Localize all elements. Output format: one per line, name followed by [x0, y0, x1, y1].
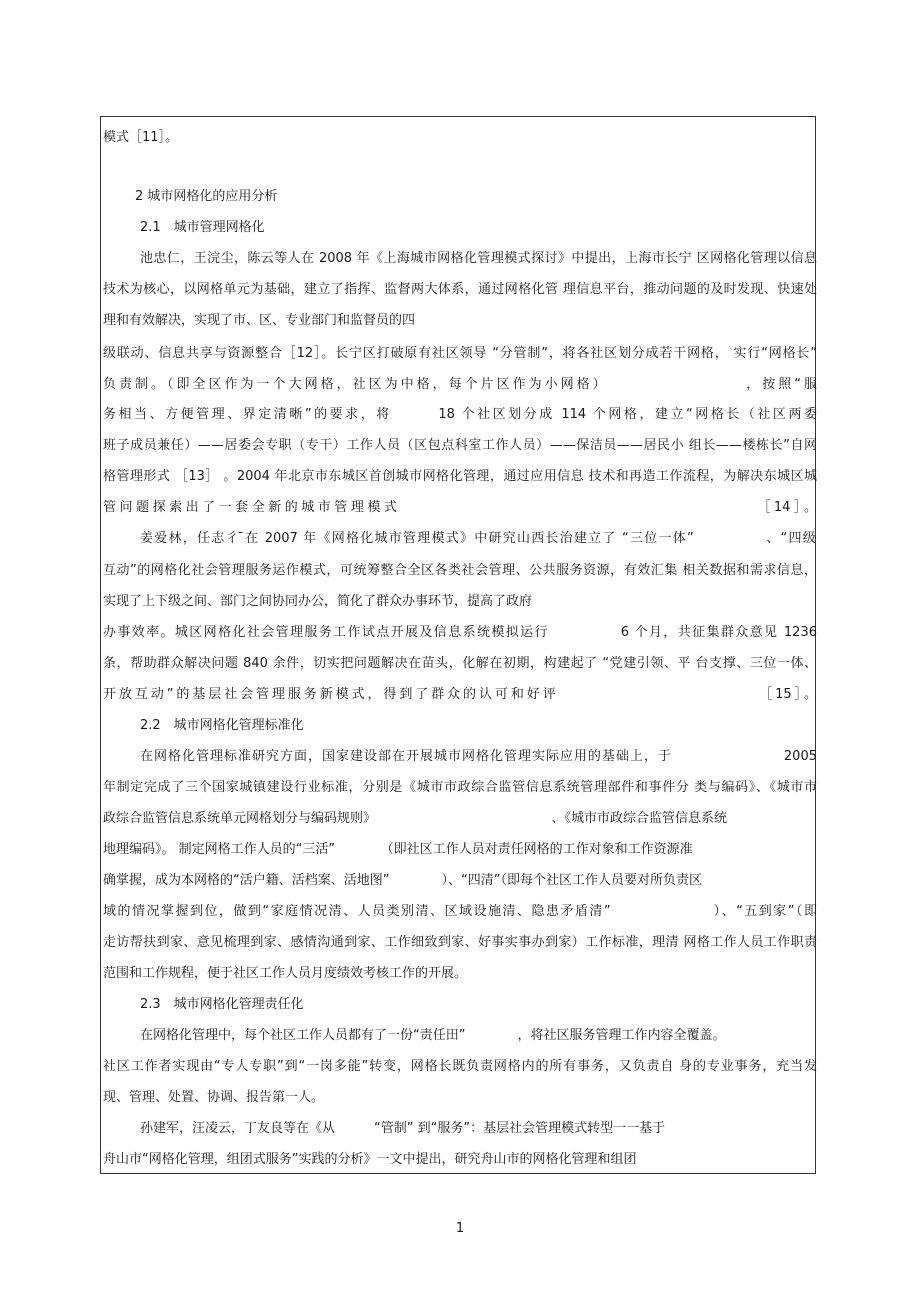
text-line: 务相当、方便管理、界定清晰”的要求，将 18 个社区划分成 114 个网格，建立“网格长（社区两委 — [103, 407, 817, 422]
text-line: 社区工作者实现由“专人专职”到“一岗多能”转变，网格长既负责网格内的所有事务，又负责自 身的专业事务，充当发 — [103, 1059, 817, 1074]
text-line: 走访帮扶到家、意见梳理到家、感情沟通到家、工作细致到家、好事实事办到家）工作标准，理清 网格工作人员工作职责 — [103, 935, 817, 950]
text-line: 办事效率。城区网格化社会管理服务工作试点开展及信息系统模拟运行 6 个月，共征集群众意见 1236 — [103, 625, 817, 640]
text-line: 格管理形式 ［13］ 。2004 年北京市东城区首创城市网格化管理，通过应用信息 技术和再造工作流程，为解决东城区城 — [103, 469, 817, 484]
text-line: 条，帮助群众解决问题 840 余件，切实把问题解决在苗头，化解在初期，构建起了 “党建引领、平 台支撑、三位一体、 — [103, 656, 817, 671]
text-line: 地理编码》。 制定网格工作人员的“三活” （即社区工作人员对责任网格的工作对象和工作资源准 — [103, 842, 693, 857]
text-line: 2 城市网格化的应用分析 — [135, 189, 278, 204]
text-line: 现、管理、处置、协调、报告第一人。 — [103, 1090, 325, 1105]
text-line: 在网格化管理标准研究方面，国家建设部在开展城市网格化管理实际应用的基础上，于 2005 — [140, 749, 817, 764]
text-line: 域的情况掌握到位，做到“家庭情况清、人员类别清、区域设施清、隐患矛盾清” ）、“五到家”（即 — [103, 904, 817, 919]
document-frame — [100, 116, 816, 1174]
text-line: 年制定完成了三个国家城镇建设行业标准，分别是《城市市政综合监管信息系统管理部件和事件分 类与编码》、《城市市 — [103, 780, 817, 795]
text-line: 2.3 城市网格化管理责任化 — [140, 997, 304, 1012]
text-line: 池忠仁，王浣尘，陈云等人在 2008 年《上海城市网格化管理模式探讨》中提出，上海市长宁 区网格化管理以信息 — [140, 251, 817, 266]
text-line: 开放互动”的基层社会管理服务新模式，得到了群众的认可和好评 ［15］。 — [103, 687, 817, 702]
page-number: 1 — [455, 1221, 465, 1236]
text-line: 模式［11］。 — [103, 130, 179, 145]
text-line: 孙建军，汪凌云，丁友良等在《从 “管制” 到“服务”：基层社会管理模式转型一一基于 — [140, 1121, 666, 1136]
text-line: 2.2 城市网格化管理标准化 — [140, 718, 304, 733]
text-line: 范围和工作规程，便于社区工作人员月度绩效考核工作的开展。 — [103, 966, 468, 981]
text-line: 2.1 城市管理网格化 — [140, 220, 265, 235]
text-line: 实现了上下级之间、部门之间协同办公，简化了群众办事环节，提高了政府 — [103, 594, 533, 609]
text-line: 姜爱林，任志彳 ̄在 2007 年《网格化城市管理模式》中研究山西长治建立了 “三位一体” 、“四级 — [140, 531, 817, 546]
text-line: 管问题探索出了一套全新的城市管理模式 ［14］。 — [103, 500, 817, 515]
text-line: 级联动、信息共享与资源整合［12］。长宁区打破原有社区领导 “分管制”，将各社区划分成若干网格， 实行“网格长” — [103, 346, 817, 361]
text-line: 在网格化管理中，每个社区工作人员都有了一份“责任田” ，将社区服务管理工作内容全覆盖。 — [140, 1028, 726, 1043]
text-line: 舟山市“网格化管理，组团式服务”实践的分析》一文中提出，研究舟山市的网格化管理和组团 — [103, 1152, 637, 1167]
text-line: 班子成员兼任）——居委会专职（专干）工作人员（区包点科室工作人员）——保洁员——居民小 组长——楼栋长”自网 — [103, 438, 817, 453]
text-line: 技术为核心，以网格单元为基础，建立了指挥、监督两大体系，通过网格化管 理信息平台，推动问题的及时发现、快速处 — [103, 282, 817, 297]
text-line: 互动”的网格化社会管理服务运作模式，可统筹整合全区各类社会管理、公共服务资源，有效汇集 相关数据和需求信息， — [103, 563, 817, 578]
text-line: 确掌握，成为本网格的“活户籍、活档案、活地图” ）、“四清”（即每个社区工作人员要对所负责区 — [103, 873, 702, 888]
text-line: 负责制。（即全区作为一个大网格，社区为中格，每个片区作为小网格） ，按照“服 — [103, 377, 817, 392]
text-line: 政综合监管信息系统单元网格划分与编码规则》 、《城市市政综合监管信息系统 — [103, 811, 728, 826]
text-line: 理和有效解决，实现了市、区、专业部门和监督员的四 — [103, 313, 416, 328]
